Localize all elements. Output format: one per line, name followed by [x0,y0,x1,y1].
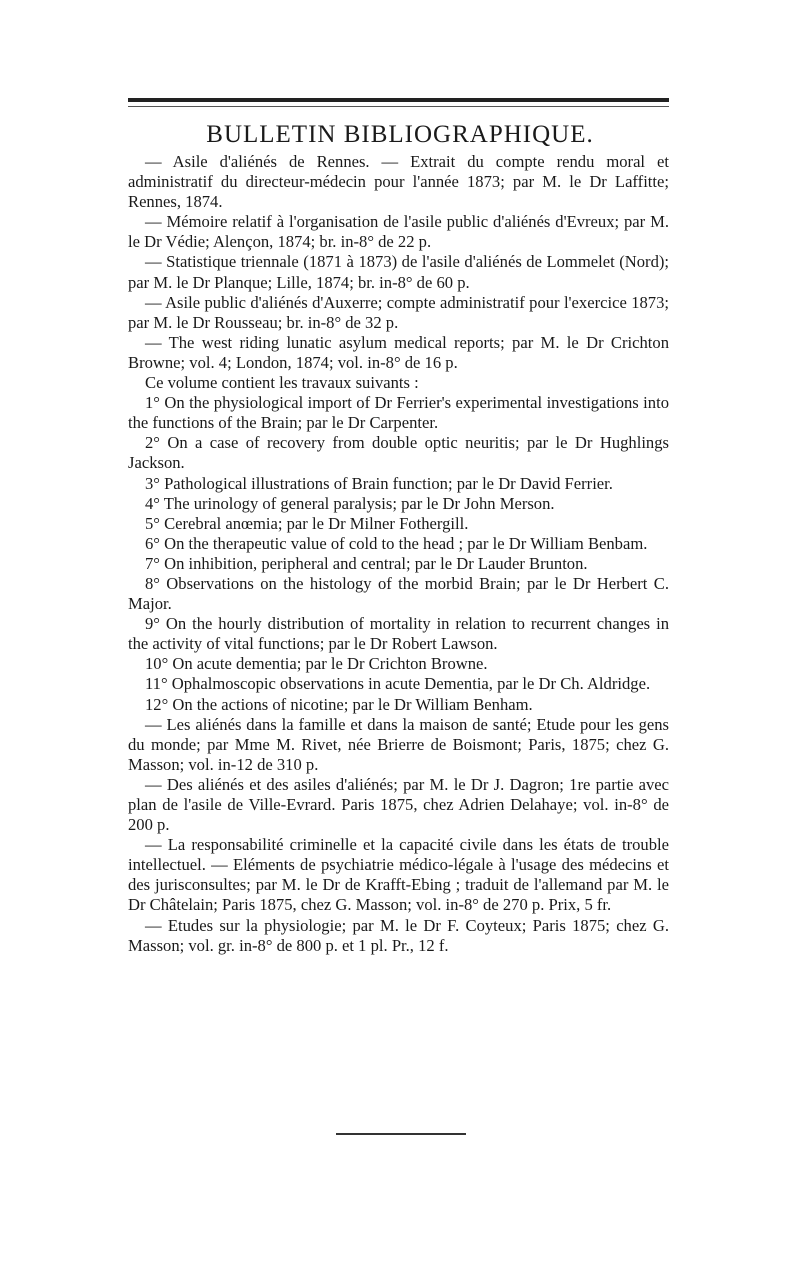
entry-item-8: 8° Observations on the histology of the morbid Brain; par le Dr Herbert C. Major. [128,573,669,614]
header-rule [128,98,669,102]
bibliography-body [128,152,669,956]
entry-physiologie: — Etudes sur la physiologie; par M. le Dr F. Coyteux; Paris 1875; chez G. Masson; vol. gr. in-8° de 800 p. et 1 pl. Pr., 12 f. [128,915,669,955]
entry-auxerre: — Asile public d'aliénés d'Auxerre; compte administratif pour l'exercice 1873; par M. le Dr Rousseau; br. in-8° de 32 p. [128,292,669,332]
entry-alienes-famille: — Les aliénés dans la famille et dans la maison de santé; Etude pour les gens du monde; par Mme M. Rivet, née Brierre de Boismont; Paris, 1875; chez G. Masson; vol. in-12 de 310 p. [128,714,669,774]
entry-volume-contents: Ce volume contient les travaux suivants : [145,373,419,393]
entry-lommelet: — Statistique triennale (1871 à 1873) de l'asile d'aliénés de Lommelet (Nord); par M. le Dr Planque; Lille, 1874; br. in-8° de 60 p. [128,252,669,292]
entry-west-riding: — The west riding lunatic asylum medical reports; par M. le Dr Crichton Browne; vol. 4; London, 1874; vol. in-8° de 16 p. [128,332,669,372]
entry-item-12: 12° On the actions of nicotine; par le Dr William Benham. [145,694,533,714]
entry-item-4: 4° The urinology of general paralysis; par le Dr John Merson. [145,493,555,513]
entry-item-6: 6° On the therapeutic value of cold to the head ; par le Dr William Benbam. [145,533,648,553]
entry-responsabilite: — La responsabilité criminelle et la capacité civile dans les états de trouble intellectuel. — Eléments de psychiatrie médico-légale à l'usage des médecins et des jurisconsultes; par M. le Dr de Krafft-Ebing ; traduit de l'allemand par M. le Dr Châtelain; Paris 1875, chez G. Masson; vol. in-8° de 270 p. Prix, 5 fr. [128,835,669,915]
end-rule [336,1133,466,1135]
entry-item-3: 3° Pathological illustrations of Brain function; par le Dr David Ferrier. [145,473,613,493]
page-title: BULLETIN BIBLIOGRAPHIQUE. [206,121,594,148]
entry-item-5: 5° Cerebral anœmia; par le Dr Milner Fothergill. [145,513,469,533]
entry-item-10: 10° On acute dementia; par le Dr Crichton Browne. [145,654,488,674]
entry-item-2: 2° On a case of recovery from double optic neuritis; par le Dr Hughlings Jackson. [128,433,669,473]
entry-evreux: — Mémoire relatif à l'organisation de l'asile public d'aliénés d'Evreux; par M. le Dr Védie; Alençon, 1874; br. in-8° de 22 p. [128,212,669,252]
entry-item-1: 1° On the physiological import of Dr Ferrier's experimental investigations into the functions of the Brain; par le Dr Carpenter. [128,393,669,433]
header-rule-thin [128,106,669,107]
entry-asiles-alienes: — Des aliénés et des asiles d'aliénés; par M. le Dr J. Dagron; 1re partie avec plan de l'asile de Ville-Evrard. Paris 1875, chez Adrien Delahaye; vol. in-8° de 200 p. [128,774,669,835]
entry-item-7: 7° On inhibition, peripheral and central; par le Dr Lauder Brunton. [145,553,588,573]
entry-item-11: 11° Ophalmoscopic observations in acute Dementia, par le Dr Ch. Aldridge. [145,674,651,694]
entry-rennes: — Asile d'aliénés de Rennes. — Extrait du compte rendu moral et administratif du directeur-médecin pour l'année 1873; par M. le Dr Laffitte; Rennes, 1874. [128,152,669,212]
entry-item-9: 9° On the hourly distribution of mortality in relation to recurrent changes in the activity of vital functions; par le Dr Robert Lawson. [128,614,669,654]
